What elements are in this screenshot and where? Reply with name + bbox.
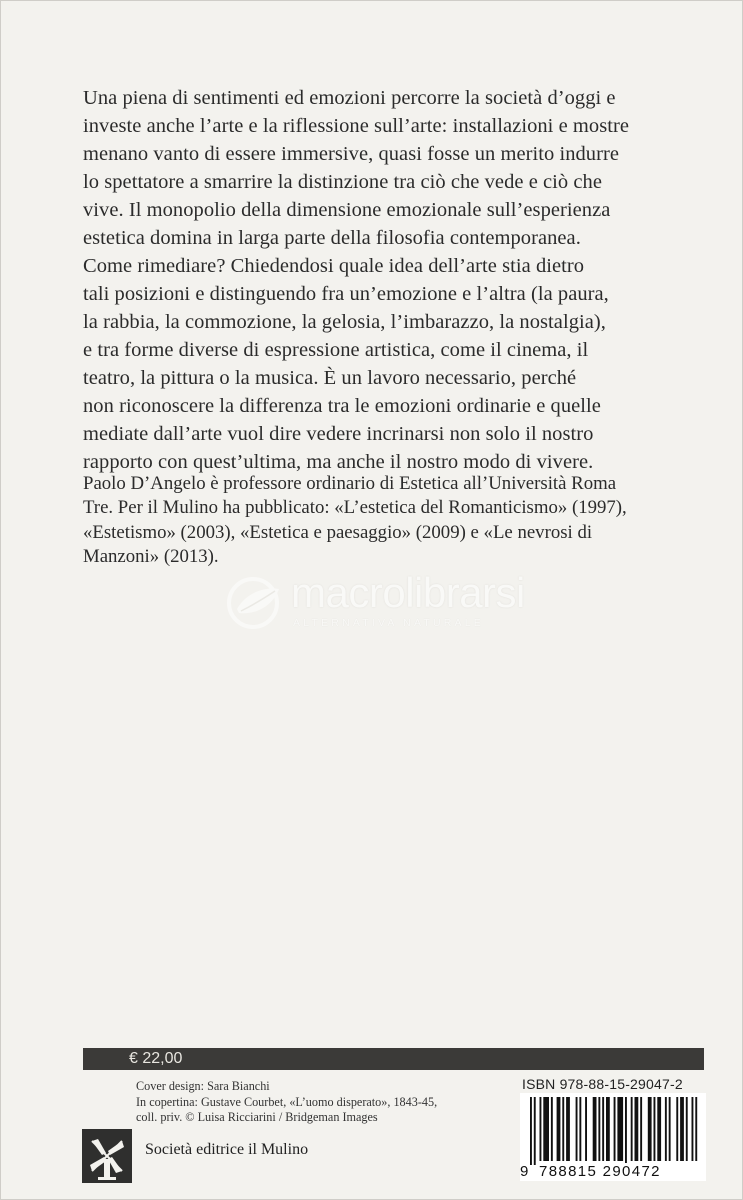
barcode-bar xyxy=(695,1097,697,1161)
blurb-line: lo spettatore a smarrire la distinzione tra ciò che vede e ciò che xyxy=(83,171,602,193)
blurb-line: investe anche l’arte e la riflessione sull’arte: installazioni e mostre xyxy=(83,115,630,137)
blurb-line: tali posizioni e distinguendo fra un’emozione e l’altra (la paura, xyxy=(83,283,609,305)
barcode-bar xyxy=(606,1097,610,1161)
barcode-bar xyxy=(665,1097,667,1161)
barcode-bar xyxy=(551,1097,553,1161)
barcode-bar xyxy=(686,1097,688,1161)
bio-line: Manzoni» (2013). xyxy=(83,546,219,568)
price-bar xyxy=(83,1048,704,1070)
blurb-line: estetica domina in larga parte della filosofia contemporanea. xyxy=(83,227,581,249)
blurb-line: Una piena di sentimenti ed emozioni percorre la società d’oggi e xyxy=(83,87,616,109)
barcode-bar xyxy=(579,1097,581,1161)
barcode-bar xyxy=(602,1097,604,1161)
barcode-bar xyxy=(598,1097,600,1161)
barcode-bar xyxy=(534,1097,536,1165)
barcode-bar xyxy=(614,1097,616,1161)
watermark-tagline: ALTERNATIVA NATURALE xyxy=(293,617,484,629)
cover-credits xyxy=(136,1079,496,1126)
blurb-line: e tra forme diverse di espressione artistica, come il cinema, il xyxy=(83,339,589,361)
barcode-bar xyxy=(680,1097,684,1161)
blurb-text xyxy=(83,84,703,476)
barcode-bar xyxy=(648,1097,652,1161)
credit-line: Cover design: Sara Bianchi xyxy=(136,1079,270,1093)
bio-line: Tre. Per il Mulino ha pubblicato: «L’estetica del Romanticismo» (1997), xyxy=(83,497,627,519)
credit-line: In copertina: Gustave Courbet, «L’uomo disperato», 1843-45, xyxy=(136,1094,438,1109)
author-bio xyxy=(83,472,703,570)
publisher-name: Società editrice il Mulino xyxy=(145,1141,309,1158)
barcode-bar xyxy=(654,1097,656,1161)
barcode-bar xyxy=(530,1097,532,1165)
credit-line: coll. priv. © Luisa Ricciarini / Bridgeman Images xyxy=(136,1110,378,1124)
watermark xyxy=(223,569,543,635)
leaf-logo-icon xyxy=(223,575,287,631)
barcode-bar xyxy=(640,1097,642,1161)
barcode-bar xyxy=(576,1097,578,1161)
isbn-label: ISBN 978-88-15-29047-2 xyxy=(522,1076,683,1092)
barcode-bar xyxy=(562,1097,564,1161)
blurb-line: non riconoscere la differenza tra le emozioni ordinarie e quelle xyxy=(83,395,601,417)
blurb-line: vive. Il monopolio della dimensione emozionale sull’esperienza xyxy=(83,199,611,221)
publisher-logo xyxy=(82,1129,132,1183)
barcode-bar xyxy=(657,1097,661,1161)
bio-line: «Estetismo» (2003), «Estetica e paesaggio» (2009) e «Le nevrosi di xyxy=(83,521,593,543)
barcode-bars xyxy=(520,1093,706,1165)
price: € 22,00 xyxy=(129,1050,183,1067)
barcode-bar xyxy=(692,1097,694,1161)
blurb-line: menano vanto di essere immersive, quasi fosse un merito indurre xyxy=(83,143,620,165)
barcode-bar xyxy=(557,1097,561,1161)
blurb-line: rapporto con quest’ultima, ma anche il nostro modo di vivere. xyxy=(83,451,594,473)
barcode-bar xyxy=(631,1097,633,1161)
barcode-bar xyxy=(625,1097,627,1165)
blurb-line: teatro, la pittura o la musica. È un lavoro necessario, perché xyxy=(83,367,577,389)
barcode-bar xyxy=(617,1097,623,1161)
windmill-icon xyxy=(82,1129,132,1183)
barcode-bar xyxy=(540,1097,542,1161)
barcode-bar xyxy=(585,1097,587,1161)
barcode-bar xyxy=(593,1097,597,1161)
watermark-name: macrolibrarsi xyxy=(291,569,525,616)
bio-line: Paolo D’Angelo è professore ordinario di Estetica all’Università Roma xyxy=(83,473,617,494)
barcode-bar xyxy=(635,1097,639,1161)
blurb-line: Come rimediare? Chiedendosi quale idea dell’arte stia dietro xyxy=(83,255,585,277)
barcode-digits: 788815 290472 xyxy=(539,1163,661,1180)
blurb-line: mediate dall’arte vuol dire vedere incrinarsi non solo il nostro xyxy=(83,423,594,445)
blurb-line: la rabbia, la commozione, la gelosia, l’imbarazzo, la nostalgia), xyxy=(83,311,606,333)
barcode-bar xyxy=(669,1097,671,1161)
barcode-bar xyxy=(676,1097,678,1161)
barcode-bar xyxy=(566,1097,570,1161)
barcode-first-digit: 9 xyxy=(520,1163,529,1180)
barcode-bar xyxy=(543,1097,549,1161)
